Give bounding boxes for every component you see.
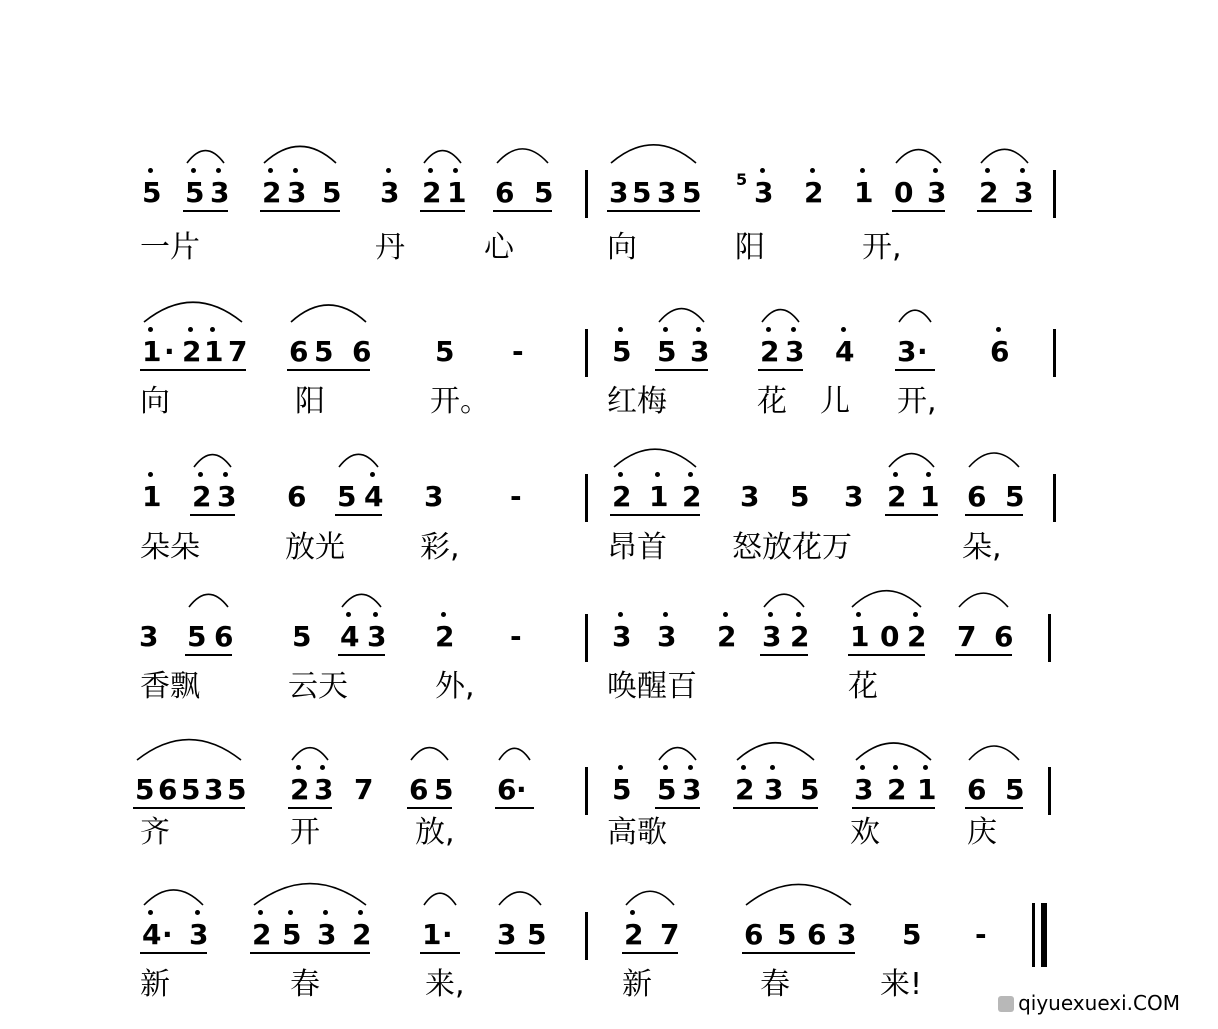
lyric: 朵, bbox=[962, 530, 1002, 565]
lyric: 来! bbox=[880, 967, 923, 1002]
lyric: 开, bbox=[862, 230, 902, 265]
note: - bbox=[510, 480, 522, 513]
note: 5 bbox=[292, 620, 312, 653]
lyric: 向 bbox=[140, 384, 170, 419]
note: 5 bbox=[682, 176, 702, 209]
note: 3 bbox=[287, 176, 307, 209]
note: 6 bbox=[497, 773, 517, 806]
note: 6 bbox=[967, 773, 987, 806]
slur bbox=[969, 746, 1019, 760]
note: 3 bbox=[844, 480, 864, 513]
note: 3 bbox=[785, 335, 805, 368]
note: 5 bbox=[434, 773, 454, 806]
slur bbox=[499, 748, 530, 760]
note: 6 bbox=[744, 918, 764, 951]
slur bbox=[291, 305, 366, 322]
watermark-text: qiyuexuexi.COM bbox=[1018, 991, 1180, 1015]
note: 3 bbox=[612, 620, 632, 653]
lyric: 丹 bbox=[375, 230, 405, 265]
note: 5 bbox=[337, 480, 357, 513]
lyric: 庆 bbox=[967, 815, 997, 850]
note: 3 bbox=[690, 335, 710, 368]
lyric: 朵朵 bbox=[140, 530, 200, 565]
note: 5 bbox=[902, 918, 922, 951]
note: 6 bbox=[214, 620, 234, 653]
slur bbox=[737, 743, 814, 760]
slur bbox=[614, 449, 696, 467]
note: 2 bbox=[907, 620, 927, 653]
note: 1 bbox=[142, 335, 162, 368]
note: 5 bbox=[135, 773, 155, 806]
note: 1 bbox=[920, 480, 940, 513]
slur bbox=[189, 594, 228, 607]
note: 3 bbox=[424, 480, 444, 513]
slur bbox=[187, 151, 224, 163]
lyric: 高歌 bbox=[607, 815, 667, 850]
lyric: 花 bbox=[757, 384, 787, 419]
note: 3 bbox=[609, 176, 629, 209]
note: 2 bbox=[682, 480, 702, 513]
note: 5 bbox=[612, 773, 632, 806]
grace-note: 5 bbox=[736, 170, 748, 189]
note: 2 bbox=[624, 918, 644, 951]
note: 2 bbox=[352, 918, 372, 951]
note: 3 bbox=[854, 773, 874, 806]
slur bbox=[194, 455, 231, 467]
lyric: 欢 bbox=[850, 815, 880, 850]
note: 5 bbox=[142, 176, 162, 209]
note: 4 bbox=[142, 918, 162, 951]
lyric: 一片 bbox=[140, 230, 200, 265]
note: 5 bbox=[282, 918, 302, 951]
note: 5 bbox=[657, 335, 677, 368]
note: 2 bbox=[887, 480, 907, 513]
note: 1 bbox=[917, 773, 937, 806]
note: 6 bbox=[409, 773, 429, 806]
lyric: 心 bbox=[484, 230, 514, 265]
note: 7 bbox=[660, 918, 680, 951]
lyric: 云天 bbox=[288, 669, 348, 704]
lyric: 新 bbox=[140, 967, 170, 1002]
lyric: 开, bbox=[897, 384, 937, 419]
note: 2 bbox=[979, 176, 999, 209]
slur bbox=[659, 748, 696, 760]
note: 4 bbox=[340, 620, 360, 653]
slur bbox=[424, 893, 456, 905]
slur bbox=[981, 149, 1028, 163]
slur bbox=[856, 743, 931, 760]
note: 4 bbox=[835, 335, 855, 368]
slur bbox=[499, 892, 541, 905]
note: 3 bbox=[927, 176, 947, 209]
note: 3 bbox=[497, 918, 517, 951]
slur bbox=[959, 593, 1008, 607]
note: 3 bbox=[657, 176, 677, 209]
note: 1 bbox=[142, 480, 162, 513]
note: 3 bbox=[897, 335, 917, 368]
note: 3 bbox=[1014, 176, 1034, 209]
slur bbox=[611, 145, 696, 163]
note: · bbox=[917, 335, 928, 368]
lyric: 春 bbox=[290, 967, 320, 1002]
note: 5 bbox=[227, 773, 247, 806]
note: 2 bbox=[717, 620, 737, 653]
note: 1 bbox=[854, 176, 874, 209]
slur bbox=[762, 310, 799, 322]
note: 2 bbox=[760, 335, 780, 368]
lyric: 放, bbox=[415, 815, 455, 850]
note: 2 bbox=[422, 176, 442, 209]
note: 3 bbox=[380, 176, 400, 209]
slur bbox=[411, 748, 448, 760]
slur bbox=[764, 594, 804, 607]
note: 2 bbox=[252, 918, 272, 951]
note: 5 bbox=[612, 335, 632, 368]
lyric: 春 bbox=[760, 967, 790, 1002]
note: - bbox=[510, 620, 522, 653]
lyric: 香飘 bbox=[140, 669, 200, 704]
note: 3 bbox=[217, 480, 237, 513]
lyric: 向 bbox=[607, 230, 637, 265]
note: 3 bbox=[317, 918, 337, 951]
note: 1 bbox=[850, 620, 870, 653]
slur bbox=[144, 890, 203, 905]
note: 5 bbox=[527, 918, 547, 951]
lyric: 花 bbox=[848, 669, 878, 704]
note: 6 bbox=[967, 480, 987, 513]
note: 7 bbox=[354, 773, 374, 806]
note: 6 bbox=[289, 335, 309, 368]
note: 3 bbox=[189, 918, 209, 951]
note: 6 bbox=[287, 480, 307, 513]
note: 2 bbox=[887, 773, 907, 806]
lyric: 外, bbox=[435, 669, 475, 704]
slur bbox=[264, 146, 336, 163]
note: 5 bbox=[187, 620, 207, 653]
slur bbox=[339, 454, 378, 467]
slur bbox=[342, 594, 381, 607]
note: 2 bbox=[192, 480, 212, 513]
note: 5 bbox=[185, 176, 205, 209]
note: 6 bbox=[994, 620, 1014, 653]
slur bbox=[852, 591, 921, 607]
lyric: 阳 bbox=[735, 230, 765, 265]
note: 3 bbox=[764, 773, 784, 806]
note: · bbox=[162, 918, 173, 951]
slur bbox=[137, 740, 241, 760]
note: 5 bbox=[790, 480, 810, 513]
note: 6 bbox=[352, 335, 372, 368]
lyric: 昂首 bbox=[607, 530, 667, 565]
note: - bbox=[975, 918, 987, 951]
note: 5 bbox=[800, 773, 820, 806]
note: 6 bbox=[807, 918, 827, 951]
note: 5 bbox=[314, 335, 334, 368]
lyric: 新 bbox=[622, 967, 652, 1002]
note: 4 bbox=[364, 480, 384, 513]
note: 1 bbox=[649, 480, 669, 513]
note: 1 bbox=[422, 918, 442, 951]
note: 5 bbox=[657, 773, 677, 806]
slur bbox=[254, 884, 366, 905]
note: 3 bbox=[762, 620, 782, 653]
site-logo-icon bbox=[998, 996, 1014, 1012]
slur bbox=[497, 149, 548, 163]
note: 3 bbox=[204, 773, 224, 806]
note: 2 bbox=[290, 773, 310, 806]
slur bbox=[292, 748, 328, 760]
note: 6 bbox=[495, 176, 515, 209]
lyric: 红梅 bbox=[607, 384, 667, 419]
lyric: 儿 bbox=[820, 384, 850, 419]
note: 2 bbox=[804, 176, 824, 209]
lyric: 开。 bbox=[430, 384, 490, 419]
slur bbox=[969, 453, 1019, 467]
note: 2 bbox=[735, 773, 755, 806]
watermark bbox=[998, 991, 1180, 1015]
lyric: 来, bbox=[425, 967, 465, 1002]
note: 1 bbox=[447, 176, 467, 209]
note: 5 bbox=[322, 176, 342, 209]
slur bbox=[626, 891, 674, 905]
note: 2 bbox=[790, 620, 810, 653]
note: 3 bbox=[139, 620, 159, 653]
lyric: 齐 bbox=[140, 815, 170, 850]
note: 2 bbox=[435, 620, 455, 653]
note: 5 bbox=[534, 176, 554, 209]
note: - bbox=[512, 335, 524, 368]
note: 0 bbox=[894, 176, 914, 209]
note: 3 bbox=[657, 620, 677, 653]
note: 6 bbox=[990, 335, 1010, 368]
note: 3 bbox=[754, 176, 774, 209]
note: 5 bbox=[1005, 773, 1025, 806]
lyric: 唤醒百 bbox=[607, 669, 697, 704]
slur bbox=[144, 302, 242, 322]
slur bbox=[899, 310, 931, 322]
note: 7 bbox=[957, 620, 977, 653]
note: 5 bbox=[1005, 480, 1025, 513]
slur bbox=[746, 884, 851, 905]
slur bbox=[659, 309, 704, 322]
lyric: 开 bbox=[290, 815, 320, 850]
note: 3 bbox=[314, 773, 334, 806]
note: 5 bbox=[777, 918, 797, 951]
note: 3 bbox=[210, 176, 230, 209]
note: 2 bbox=[612, 480, 632, 513]
note: 1 bbox=[204, 335, 224, 368]
slur bbox=[889, 454, 934, 467]
slur bbox=[424, 151, 461, 163]
lyric: 怒放花万 bbox=[732, 530, 852, 565]
note: 3 bbox=[740, 480, 760, 513]
slur bbox=[896, 150, 941, 163]
note: 3 bbox=[682, 773, 702, 806]
note: · bbox=[442, 918, 453, 951]
note: 6 bbox=[158, 773, 178, 806]
note: · bbox=[516, 773, 527, 806]
note: 5 bbox=[435, 335, 455, 368]
note: 2 bbox=[262, 176, 282, 209]
note: · bbox=[164, 335, 175, 368]
note: 5 bbox=[181, 773, 201, 806]
lyric: 阳 bbox=[295, 384, 325, 419]
note: 3 bbox=[837, 918, 857, 951]
note: 2 bbox=[182, 335, 202, 368]
lyric: 彩, bbox=[420, 530, 460, 565]
lyric: 放光 bbox=[285, 530, 345, 565]
note: 5 bbox=[632, 176, 652, 209]
note: 3 bbox=[367, 620, 387, 653]
note: 7 bbox=[228, 335, 248, 368]
note: 0 bbox=[880, 620, 900, 653]
